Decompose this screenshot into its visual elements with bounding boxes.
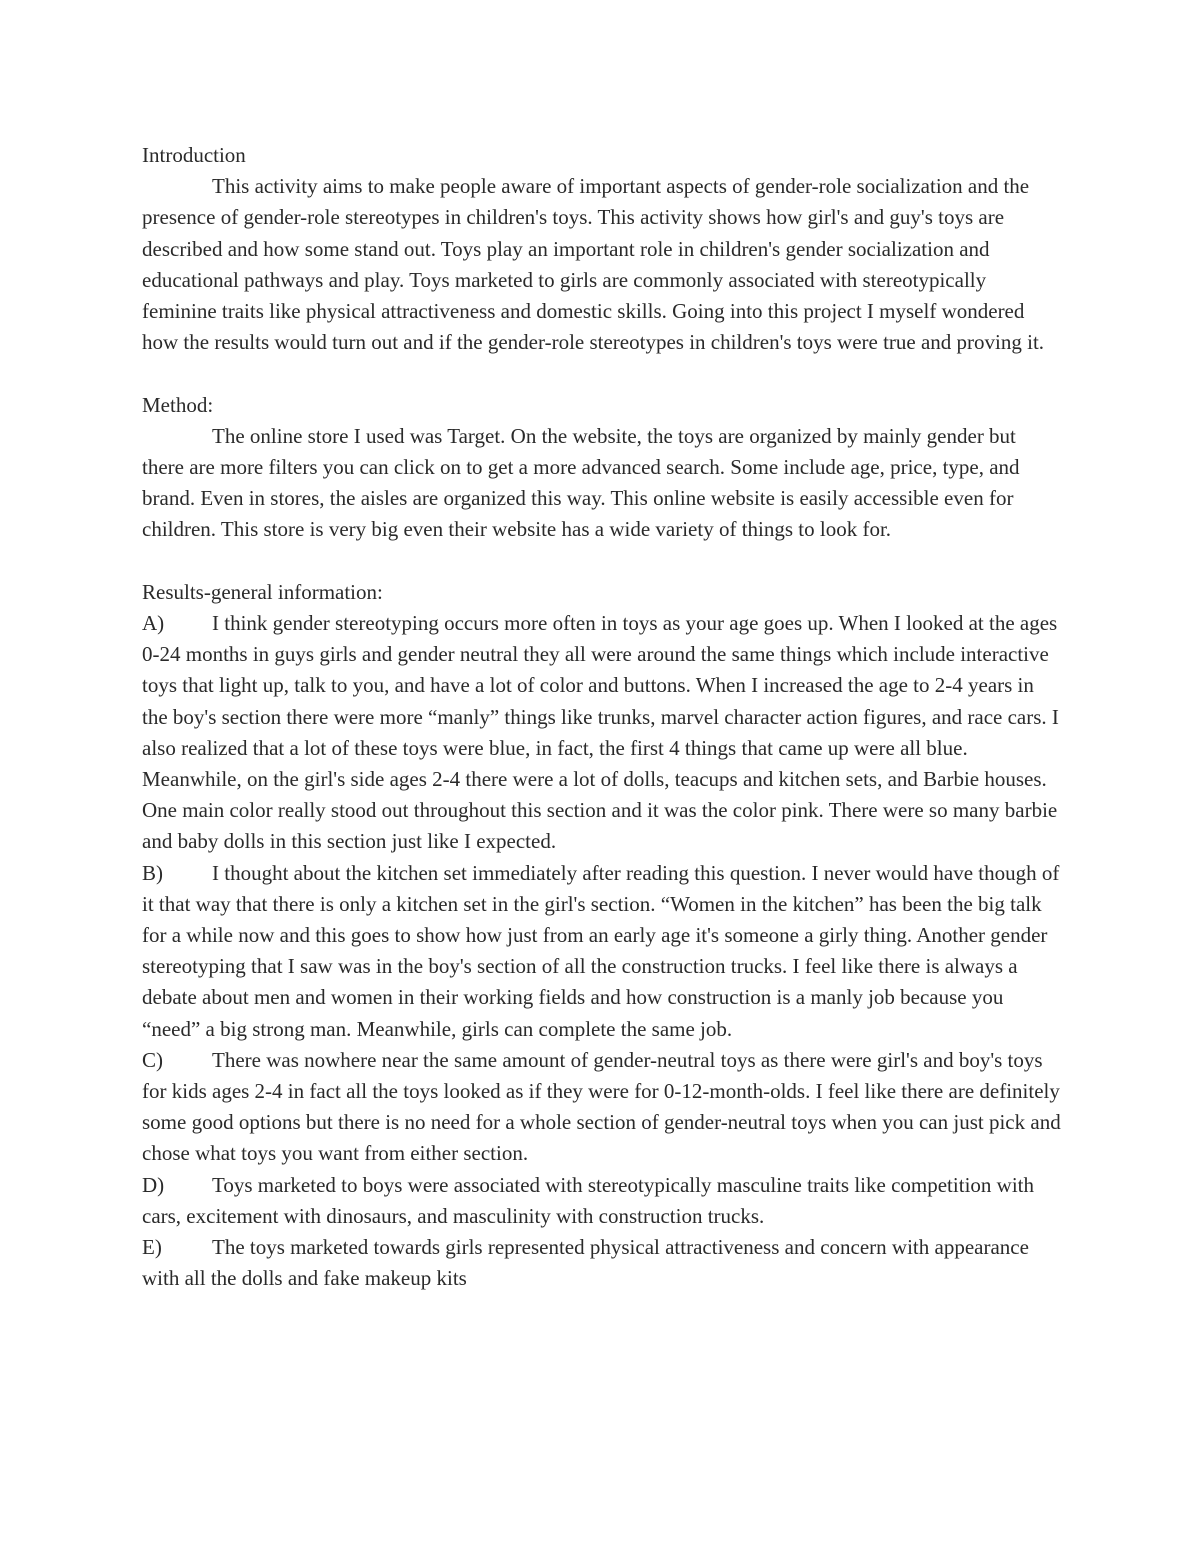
result-item-letter: C) bbox=[142, 1047, 163, 1072]
result-item-b bbox=[142, 858, 1062, 1045]
result-item-c bbox=[142, 1045, 1062, 1170]
result-item-e bbox=[142, 1232, 1062, 1294]
result-item-d bbox=[142, 1170, 1062, 1232]
method-paragraph: The online store I used was Target. On the website, the toys are organized by mainly gender but there are more filters you can click on to get a more advanced search. Some include age, price, type, and brand. Even in stores, the aisles are organized this way. This online website is easily accessible even for children. This store is very big even their website has a wide variety of things to look for. bbox=[142, 423, 1020, 542]
document-page bbox=[142, 140, 1062, 1294]
section-spacer bbox=[142, 546, 1062, 577]
result-item-text: I thought about the kitchen set immediately after reading this question. I never would have though of it that way that there is only a kitchen set in the girl's section. “Women in the kitchen” has been the big talk for a while now and this goes to show how just from an early age it's someone a girly thing. Another gender stereotyping that I saw was in the boy's section of all the construction trucks. I feel like there is always a debate about men and women in their working fields and how construction is a manly job because you “need” a big strong man. Meanwhile, girls can complete the same job. bbox=[142, 860, 1060, 1041]
result-item-letter: A) bbox=[142, 611, 165, 636]
result-item-letter: D) bbox=[142, 1172, 165, 1197]
section-spacer bbox=[142, 358, 1062, 389]
results-heading: Results-general information: bbox=[142, 579, 383, 604]
introduction-paragraph: This activity aims to make people aware of important aspects of gender-role socialization and the presence of gender-role stereotypes in children's toys. This activity shows how girl's and guy's toys are described and how some stand out. Toys play an important role in children's gender socialization and educational pathways and play. Toys marketed to girls are commonly associated with stereotypically feminine traits like physical attractiveness and domestic skills. Going into this project I myself wondered how the results would turn out and if the gender-role stereotypes in children's toys were true and proving it. bbox=[142, 174, 1045, 355]
introduction-heading: Introduction bbox=[142, 143, 246, 167]
result-item-text: I think gender stereotyping occurs more often in toys as your age goes up. When I looked at the ages 0-24 months in guys girls and gender neutral they all were around the same things which include interactive toys that light up, talk to you, and have a lot of color and buttons. When I increased the age to 2-4 years in the boy's section there were more “manly” things like trunks, marvel character action figures, and race cars. I also realized that a lot of these toys were blue, in fact, the first 4 things that came up were all blue. Meanwhile, on the girl's side ages 2-4 there were a lot of dolls, teacups and kitchen sets, and Barbie houses. One main color really stood out throughout this section and it was the color pink. There were so many barbie and baby dolls in this section just like I expected. bbox=[142, 611, 1059, 854]
result-item-text: The toys marketed towards girls represented physical attractiveness and concern with appearance with all the dolls and fake makeup kits bbox=[142, 1235, 1029, 1291]
result-item-text: Toys marketed to boys were associated with stereotypically masculine traits like competition with cars, excitement with dinosaurs, and masculinity with construction trucks. bbox=[142, 1172, 1034, 1228]
result-item-text: There was nowhere near the same amount of gender-neutral toys as there were girl's and boy's toys for kids ages 2-4 in fact all the toys looked as if they were for 0-12-month-olds. I feel like there are definitely some good options but there is no need for a whole section of gender-neutral toys when you can just pick and chose what toys you want from either section. bbox=[142, 1047, 1061, 1166]
result-item-letter: E) bbox=[142, 1235, 162, 1260]
result-item-letter: B) bbox=[142, 860, 163, 885]
method-heading: Method: bbox=[142, 392, 214, 417]
result-item-a bbox=[142, 608, 1062, 858]
